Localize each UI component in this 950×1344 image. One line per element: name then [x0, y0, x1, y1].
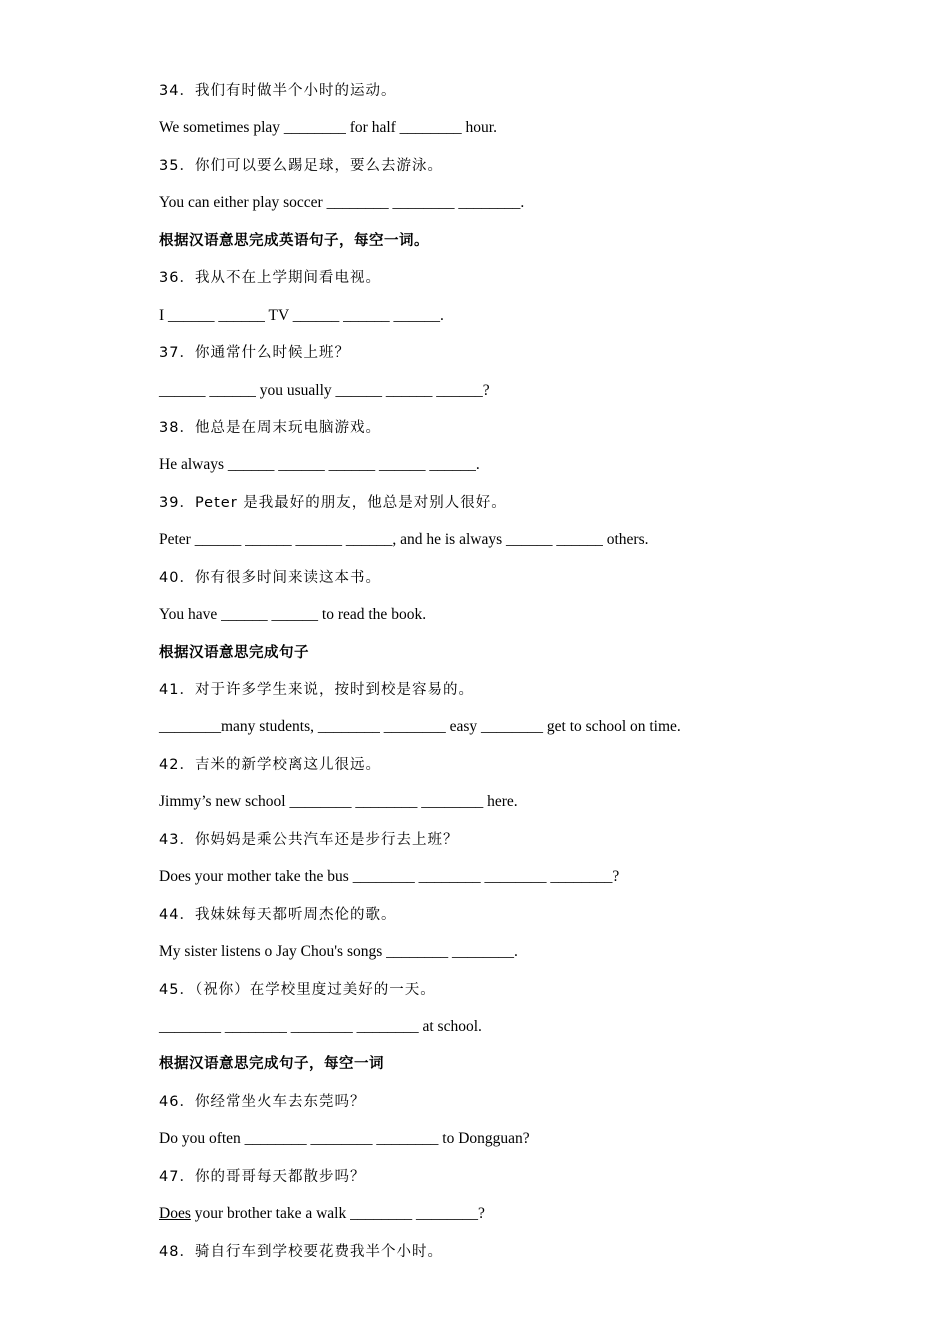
question-42-sentence: Jimmy’s new school ________ ________ ________ here. [159, 793, 518, 811]
question-35-prompt: 35．你们可以要么踢足球，要么去游泳。 [159, 157, 443, 174]
question-34-prompt: 34．我们有时做半个小时的运动。 [159, 83, 397, 99]
question-39-prompt: 39．Peter 是我最好的朋友，他总是对别人很好。 [159, 494, 507, 511]
sentence-rest: your brother take a walk ________ ________? [190, 1205, 485, 1223]
question-36-prompt: 36．我从不在上学期间看电视。 [159, 270, 381, 287]
underlined-word: Does [159, 1205, 191, 1223]
question-37-prompt: 37．你通常什么时候上班？ [159, 345, 350, 362]
question-44-sentence: My sister listens o Jay Chou's songs ________ ________. [159, 943, 518, 961]
question-45-prompt: 45．（祝你）在学校里度过美好的一天。 [159, 981, 436, 998]
question-37-sentence: ______ ______ you usually ______ ______ ______? [159, 381, 490, 399]
question-48-prompt: 48．骑自行车到学校要花费我半个小时。 [159, 1243, 443, 1260]
question-44-prompt: 44．我妹妹每天都听周杰伦的歌。 [159, 906, 397, 923]
question-40-prompt: 40．你有很多时间来读这本书。 [159, 569, 381, 586]
question-46-sentence: Do you often ________ ________ ________ to Dongguan? [159, 1130, 530, 1148]
worksheet-page [159, 78, 879, 1276]
section-heading: 根据汉语意思完成句子 [159, 644, 309, 661]
question-46-prompt: 46．你经常坐火车去东莞吗？ [159, 1093, 366, 1110]
question-40-sentence: You have ______ ______ to read the book. [159, 606, 427, 624]
question-38-prompt: 38．他总是在周末玩电脑游戏。 [159, 419, 381, 436]
question-34-sentence: We sometimes play ________ for half ________ hour. [159, 119, 497, 137]
section-heading: 根据汉语意思完成句子，每空一词 [159, 1056, 384, 1073]
question-47-sentence [159, 1201, 879, 1238]
question-47-prompt: 47．你的哥哥每天都散步吗？ [159, 1168, 366, 1185]
question-35-sentence: You can either play soccer ________ ________ ________. [159, 194, 525, 212]
question-38-sentence: He always ______ ______ ______ ______ ______. [159, 456, 480, 474]
question-42-prompt: 42．吉米的新学校离这儿很远。 [159, 756, 381, 773]
section-heading: 根据汉语意思完成英语句子，每空一词。 [159, 232, 429, 249]
question-43-prompt: 43．你妈妈是乘公共汽车还是步行去上班？ [159, 831, 459, 848]
question-41-sentence: ________many students, ________ ________ easy ________ get to school on time. [159, 718, 681, 736]
question-39-sentence: Peter ______ ______ ______ ______, and he is always ______ ______ others. [159, 531, 649, 549]
question-43-sentence: Does your mother take the bus ________ ________ ________ ________? [159, 868, 620, 886]
question-45-sentence: ________ ________ ________ ________ at school. [159, 1017, 482, 1035]
question-41-prompt: 41．对于许多学生来说，按时到校是容易的。 [159, 682, 474, 698]
question-36-sentence: I ______ ______ TV ______ ______ ______. [159, 306, 444, 324]
